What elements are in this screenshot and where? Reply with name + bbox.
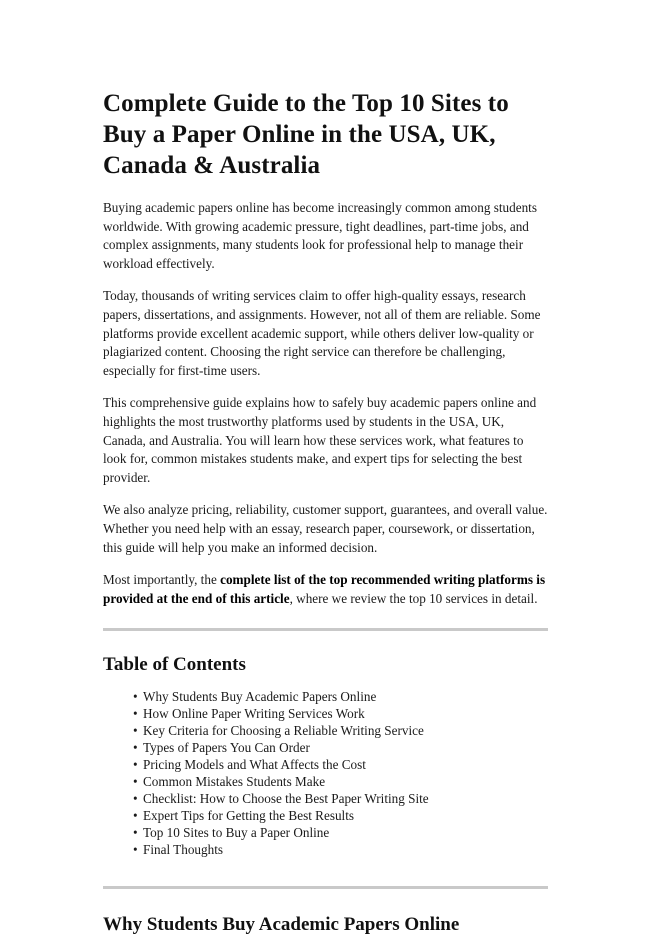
bullet-icon: • (133, 808, 138, 824)
closing-paragraph (103, 571, 548, 608)
bullet-icon: • (133, 825, 138, 841)
bullet-icon: • (133, 706, 138, 722)
bullet-icon: • (133, 757, 138, 773)
bullet-icon: • (133, 740, 138, 756)
intro-paragraph-2: Today, thousands of writing services claim to offer high-quality essays, research papers, dissertations, and assignments. However, not all of them are reliable. Some platforms provide excellent academic support, while others deliver low-quality or plagiarized content. Choosing the right service can therefore be challenging, especially for first-time users. (103, 288, 541, 378)
list-item[interactable] (133, 791, 548, 807)
page-title: Complete Guide to the Top 10 Sites to Buy a Paper Online in the USA, UK, Canada & Australia (103, 90, 509, 179)
list-item-label: Expert Tips for Getting the Best Results (143, 808, 354, 824)
section-divider-top (103, 628, 548, 631)
bullet-icon: • (133, 774, 138, 790)
closing-paragraph-emphasis: complete list of the top recommended writing platforms is provided at the end of this article (103, 572, 546, 606)
list-item[interactable] (133, 740, 548, 756)
bullet-icon: • (133, 791, 138, 807)
list-item[interactable] (133, 774, 548, 790)
bullet-icon: • (133, 842, 138, 858)
table-of-contents-heading: Table of Contents (103, 654, 246, 676)
list-item[interactable] (133, 689, 548, 705)
intro-paragraph-3: This comprehensive guide explains how to safely buy academic papers online and highlights the most trustworthy platforms used by students in the USA, UK, Canada, and Australia. You will learn how these services work, what features to look for, common mistakes students make, and expert tips for selecting the best provider. (103, 395, 537, 485)
list-item[interactable] (133, 808, 548, 824)
bullet-icon: • (133, 723, 138, 739)
table-of-contents-list (103, 689, 548, 858)
list-item[interactable] (133, 842, 548, 858)
list-item[interactable] (133, 723, 548, 739)
bullet-icon: • (133, 689, 138, 705)
list-item-label: Key Criteria for Choosing a Reliable Writing Service (143, 723, 424, 739)
closing-paragraph-tail: , where we review the top 10 services in detail. (289, 590, 538, 606)
closing-paragraph-lead: Most importantly, the (103, 572, 221, 588)
section-divider-bottom (103, 886, 548, 889)
list-item-label: Common Mistakes Students Make (143, 774, 326, 790)
intro-paragraph-4: We also analyze pricing, reliability, customer support, guarantees, and overall value. Whether you need help with an essay, research paper, coursework, or dissertation, this guide will help you make an informed decision. (103, 502, 548, 555)
section-heading-why-students-buy: Why Students Buy Academic Papers Online (103, 914, 460, 936)
list-item[interactable] (133, 825, 548, 841)
list-item[interactable] (133, 706, 548, 722)
intro-paragraph-1: Buying academic papers online has become increasingly common among students worldwide. With growing academic pressure, tight deadlines, part-time jobs, and complex assignments, many students look for professional help to manage their workload effectively. (103, 200, 537, 271)
list-item-label: Why Students Buy Academic Papers Online (143, 689, 377, 705)
list-item-label: Pricing Models and What Affects the Cost (143, 757, 366, 773)
list-item-label: Checklist: How to Choose the Best Paper Writing Site (143, 791, 429, 807)
list-item-label: Top 10 Sites to Buy a Paper Online (143, 825, 330, 841)
list-item[interactable] (133, 757, 548, 773)
list-item-label: Final Thoughts (143, 842, 223, 858)
list-item-label: How Online Paper Writing Services Work (143, 706, 365, 722)
list-item-label: Types of Papers You Can Order (143, 740, 310, 756)
